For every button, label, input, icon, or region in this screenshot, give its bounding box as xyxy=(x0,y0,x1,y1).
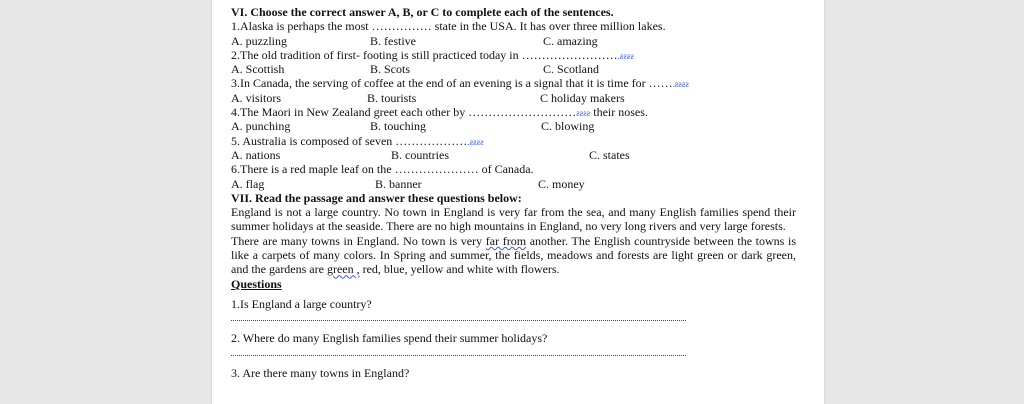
open-question-3: 3. Are there many towns in England? xyxy=(231,365,410,380)
question-5-stem: 5. Australia is composed of seven ……………….ƨƨƨƨ xyxy=(231,133,484,148)
option-a: A. visitors xyxy=(231,90,282,105)
question-5-options xyxy=(231,148,796,162)
question-1-stem: 1.Alaska is perhaps the most …………… state in the USA. It has over three million lakes. xyxy=(231,19,666,34)
spellcheck-mark: .ƨƨƨƨ xyxy=(617,50,634,61)
question-2-options xyxy=(231,62,796,76)
section-6-heading: VI. Choose the correct answer A, B, or C to complete each of the sentences. xyxy=(231,5,614,19)
passage-paragraph-1: England is not a large country. No town in England is very far from the sea, and many English families spend their summer holidays at the seaside. There are no high mountains in England, no very long rivers and very large forests. xyxy=(231,205,796,234)
open-question-2: 2. Where do many English families spend their summer holidays? xyxy=(231,331,548,346)
option-c: C. money xyxy=(538,176,585,191)
spellcheck-mark: .ƨƨƨƨ xyxy=(672,79,689,90)
passage-paragraph-2: There are many towns in England. No town is very far from another. The English countryside between the towns is like a carpets of many colors. In Spring and summer, the fields, meadows and forests are light green or dark green, and the gardens are green , red, blue, yellow and white with flowers. xyxy=(231,233,797,277)
option-b: B. tourists xyxy=(367,90,417,105)
document-page xyxy=(212,0,824,404)
option-a: A. flag xyxy=(231,176,265,191)
spellcheck-mark: ƨƨƨƨ xyxy=(576,108,591,119)
document-content xyxy=(231,5,796,380)
question-1-options xyxy=(231,34,796,48)
option-a: A. Scottish xyxy=(231,62,285,77)
question-3-stem: 3.In Canada, the serving of coffee at the end of an evening is a signal that it is time for …….ƨƨƨƨ xyxy=(231,76,689,91)
option-b: B. festive xyxy=(370,33,416,48)
answer-line-2[interactable] xyxy=(231,346,686,356)
spellcheck-mark: .ƨƨƨƨ xyxy=(467,136,484,147)
answer-line-1[interactable] xyxy=(231,311,686,321)
question-4-stem: 4.The Maori in New Zealand greet each other by ………………………ƨƨƨƨ their noses. xyxy=(231,105,648,120)
question-2-stem: 2.The old tradition of first- footing is still practiced today in …………………….ƨƨƨƨ xyxy=(231,47,634,62)
option-c: C. states xyxy=(589,147,630,162)
option-b: B. Scots xyxy=(370,62,411,77)
questions-heading: Questions xyxy=(231,276,282,291)
question-4-options xyxy=(231,119,796,133)
question-3-options xyxy=(231,91,796,105)
section-7-heading: VII. Read the passage and answer these questions below: xyxy=(231,190,522,205)
option-a: A. puzzling xyxy=(231,33,287,48)
option-a: A. punching xyxy=(231,119,291,134)
open-question-1: 1.Is England a large country? xyxy=(231,296,372,311)
option-b: B. banner xyxy=(375,176,422,191)
question-6-stem: 6.There is a red maple leaf on the ………………… of Canada. xyxy=(231,162,534,177)
option-c: C. Scotland xyxy=(543,62,599,77)
option-b: B. countries xyxy=(391,147,449,162)
option-c: C holiday makers xyxy=(540,90,625,105)
question-6-options xyxy=(231,177,796,191)
option-a: A. nations xyxy=(231,147,281,162)
option-c: C. amazing xyxy=(543,33,598,48)
option-c: C. blowing xyxy=(541,119,595,134)
option-b: B. touching xyxy=(370,119,426,134)
